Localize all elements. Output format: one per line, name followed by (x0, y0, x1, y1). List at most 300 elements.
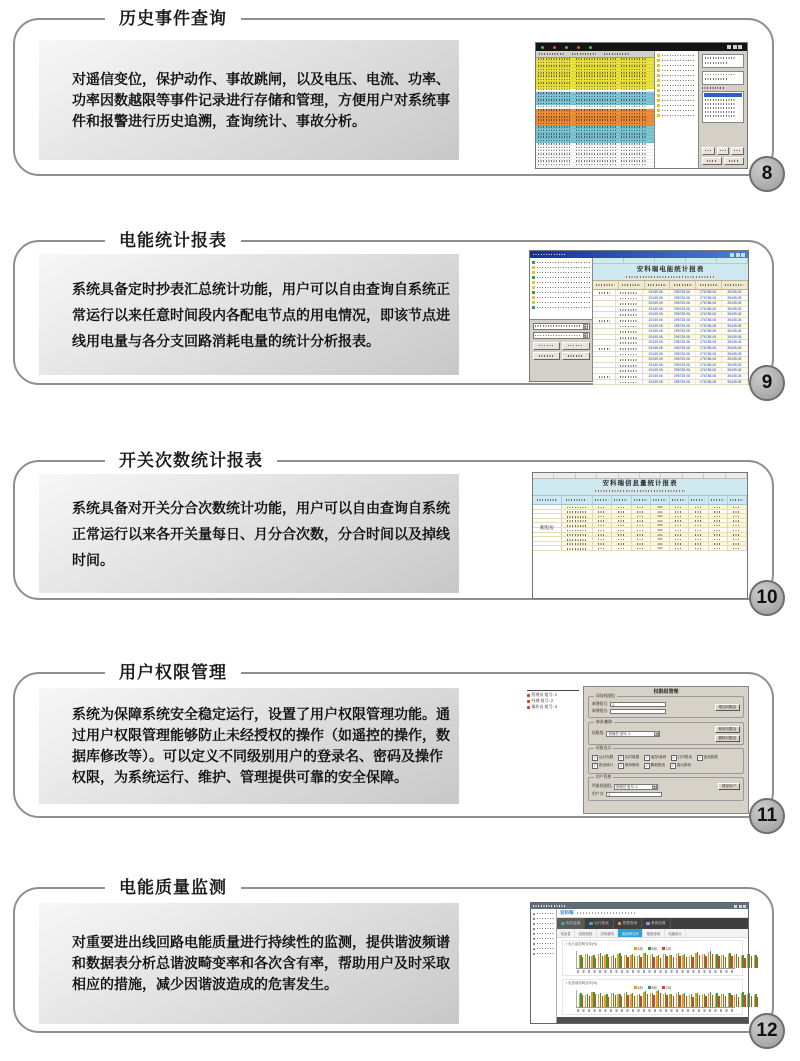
node-tree (530, 258, 592, 320)
data-cell (670, 510, 689, 514)
bar (595, 958, 596, 968)
checkbox-label: 实时数据 (624, 755, 640, 759)
bar-group (604, 951, 609, 968)
data-cell (632, 533, 651, 537)
x-axis-labels (577, 970, 735, 973)
bar-group (695, 951, 700, 968)
report-sidebar (530, 258, 593, 381)
menu-items (577, 912, 637, 914)
header-cell (619, 281, 645, 289)
bar-group (715, 951, 720, 968)
bar (751, 956, 752, 968)
bar (602, 996, 603, 1007)
bar (757, 957, 758, 968)
header-cell (670, 281, 696, 289)
bar (744, 958, 745, 968)
value-cell: 35435.08 (722, 307, 748, 312)
bar-group (689, 990, 694, 1007)
bar (653, 995, 654, 1007)
data-cell: 400 (651, 542, 670, 546)
event-row (536, 163, 654, 166)
legend-swatch (648, 986, 651, 989)
folder-icon (657, 94, 660, 97)
node-icon (532, 291, 535, 294)
query-button (562, 342, 589, 350)
value-cell: 35435.08 (722, 324, 748, 329)
nav-tab-label: 报警查询 (622, 921, 638, 925)
data-cell (709, 537, 728, 541)
main-nav (557, 918, 748, 929)
bar (621, 996, 622, 1007)
report-header (533, 495, 747, 505)
nav-tab-icon (589, 922, 593, 926)
sub-nav (557, 929, 748, 938)
node-icon (533, 933, 535, 935)
bar-group (598, 990, 603, 1007)
nav-tab-label: 实时监测 (566, 921, 581, 925)
bar-group (650, 951, 655, 968)
bar-group (585, 990, 590, 1007)
bar-group (708, 990, 713, 1007)
bar (589, 956, 590, 968)
report-title-band (533, 479, 747, 495)
bar-group (741, 990, 746, 1007)
bar-group (637, 990, 642, 1007)
value-cell: 298735.08 (669, 301, 695, 306)
data-cell (593, 523, 612, 527)
checkbox-item (618, 763, 639, 769)
name-cell (616, 352, 643, 357)
nav-tab-icon (646, 922, 650, 926)
data-cell (670, 514, 689, 518)
report-title: 安科瑞电能统计报表 (636, 266, 705, 273)
data-cell (632, 519, 651, 523)
folder-icon (657, 104, 660, 107)
bar-plot (576, 990, 735, 1008)
bar-group (682, 990, 687, 1007)
bar (673, 957, 674, 968)
harmonic-chart (562, 979, 743, 1015)
button-row (702, 157, 744, 165)
bar (744, 995, 745, 1007)
item-number-badge: 8 (749, 156, 785, 192)
bar-group (734, 990, 739, 1007)
data-cell (612, 528, 631, 532)
bar-group (630, 951, 635, 968)
bar (731, 995, 732, 1007)
bar-group (728, 951, 733, 968)
node-icon (532, 261, 535, 264)
bar-group (669, 951, 674, 968)
section-title: 用户权限管理 (105, 662, 241, 684)
section-title: 开关次数统计报表 (105, 450, 277, 472)
input-user-name: 1 (606, 792, 662, 797)
group-label: 修改/删除 (596, 719, 613, 724)
nav-tab (642, 918, 670, 929)
header-cell (632, 496, 651, 504)
data-cell (670, 537, 689, 541)
value-cell: 276788.08 (696, 307, 722, 312)
nav-tab (585, 918, 613, 929)
value-cell: 20435.08 (643, 340, 669, 345)
data-cell: 400 (651, 510, 670, 514)
bar (666, 956, 667, 968)
value-cell: 35435.08 (722, 352, 748, 357)
header-cell (670, 496, 689, 504)
data-cell (632, 523, 651, 527)
brand-logo: 安科瑞 (560, 910, 574, 915)
data-cell: 400 (651, 533, 670, 537)
data-cell (612, 542, 631, 546)
description-panel (39, 474, 459, 593)
data-cell (612, 537, 631, 541)
node-icon (532, 286, 535, 289)
description-panel (39, 688, 459, 804)
checkbox-item (618, 755, 639, 761)
name-cell (616, 329, 643, 334)
data-cell (728, 514, 747, 518)
folder-icon (657, 109, 660, 112)
legend-swatch (662, 947, 665, 950)
item-number-badge: 10 (749, 580, 785, 616)
name-cell (616, 307, 643, 312)
item-number-badge: 12 (749, 1013, 785, 1049)
role-label: 经理 组号: 2 (531, 698, 554, 703)
bar (608, 957, 609, 968)
bar (615, 958, 616, 968)
item-number-badge: 9 (749, 365, 785, 401)
device-cell (562, 542, 593, 546)
bar (686, 996, 687, 1007)
letter-cell (640, 473, 661, 478)
data-cell (612, 546, 631, 550)
status-bar (557, 1017, 748, 1023)
report-row (533, 546, 747, 551)
value-cell: 20435.08 (643, 374, 669, 379)
bar-group (617, 951, 622, 968)
header-cell (728, 496, 747, 504)
menu-bar (557, 909, 748, 918)
date-dropdown (533, 323, 590, 330)
device-cell (562, 533, 593, 537)
folder-icon (657, 74, 660, 77)
folder-icon (657, 69, 660, 72)
location-cell (593, 352, 616, 357)
folder-icon (657, 54, 660, 57)
window-titlebar (536, 43, 747, 51)
bar-group (624, 951, 629, 968)
value-cell: 35435.08 (722, 346, 748, 351)
value-cell: 20435.08 (643, 324, 669, 329)
name-cell (616, 357, 643, 362)
header-cell (645, 281, 671, 289)
value-cell: 276788.08 (696, 290, 722, 295)
bar (640, 957, 641, 968)
value-cell: 276788.08 (696, 324, 722, 329)
chart-title: ▪ 电压谐波畸变率(%) (566, 942, 598, 946)
x-axis-labels (577, 1009, 735, 1012)
bar-group (579, 951, 584, 968)
bar (627, 957, 628, 968)
data-cell (728, 533, 747, 537)
bar (653, 957, 654, 968)
name-cell (616, 340, 643, 345)
bar (725, 957, 726, 968)
value-cell: 20435.08 (643, 363, 669, 368)
bar-group (747, 990, 752, 1007)
field-label: 新增组名: (592, 708, 609, 713)
value-cell: 35435.08 (722, 374, 748, 379)
date-dropdown (533, 332, 590, 339)
bar (589, 996, 590, 1007)
data-cell (689, 514, 708, 518)
data-cell (670, 546, 689, 550)
data-cell (593, 514, 612, 518)
node-icon (533, 948, 535, 950)
add-group-button: 增加权限组 (715, 704, 741, 711)
data-cell (632, 528, 651, 532)
value-cell: 20435.08 (643, 312, 669, 317)
data-cell: 400 (651, 514, 670, 518)
nav-tab-label: 系统设置 (651, 921, 666, 925)
data-cell (728, 523, 747, 527)
chart-title: ▪ 电流谐波畸变率(%) (566, 981, 598, 985)
data-cell (670, 505, 689, 509)
value-cell: 20435.08 (643, 335, 669, 340)
nav-tab (614, 918, 642, 929)
query-button (562, 352, 589, 360)
bar-group (689, 951, 694, 968)
field-label: 所属权限组: (592, 784, 613, 788)
value-cell: 20435.08 (643, 290, 669, 295)
value-cell: 35435.08 (722, 296, 748, 301)
section-title: 历史事件查询 (105, 8, 241, 30)
dropdown-arrow: ▾ (584, 334, 586, 338)
bar-plot (576, 951, 735, 969)
location-cell (593, 318, 616, 323)
value-cell: 20435.08 (643, 346, 669, 351)
node-icon (532, 306, 535, 309)
bar-group (604, 990, 609, 1007)
bar (705, 996, 706, 1007)
nav-tab-icon (561, 922, 565, 926)
name-cell (616, 301, 643, 306)
data-cell (709, 528, 728, 532)
location-cell (593, 374, 616, 379)
bar-group (611, 951, 616, 968)
sub-nav-tab: 功率曲线 (597, 929, 619, 937)
checkbox-label: 退出系统 (676, 763, 691, 767)
report-header (593, 280, 748, 290)
bar-group (656, 990, 661, 1007)
data-cell (709, 514, 728, 518)
window-buttons (734, 905, 746, 908)
data-cell: 400 (651, 528, 670, 532)
feature-section-power-quality (13, 878, 778, 1041)
name-cell (616, 290, 643, 295)
data-cell (689, 537, 708, 541)
query-controls (530, 320, 592, 381)
bar-group (728, 990, 733, 1007)
report-area (593, 258, 748, 384)
legend-label: A相 (637, 947, 643, 952)
bar-group (682, 951, 687, 968)
description-text: 对重要进出线回路电能质量进行持续性的监测，提供谐波频谱和数据表分析总谐波畸变率和各次含有率，帮助用户及时采取相应的措施，减少因谐波造成的危害发生。 (72, 934, 450, 992)
node-icon (533, 923, 535, 925)
report-row (593, 380, 748, 386)
folder-icon (657, 89, 660, 92)
group-label: 添加权限组 (596, 694, 615, 698)
data-cell (593, 546, 612, 550)
bar (679, 995, 680, 1007)
value-cell: 276788.08 (696, 296, 722, 301)
value-cell: 276788.08 (696, 363, 722, 368)
data-cell: 400 (651, 505, 670, 509)
data-cell (689, 510, 708, 514)
data-cell (670, 533, 689, 537)
screenshot-energy-report (529, 250, 749, 382)
bar (692, 997, 693, 1007)
sub-nav-tab: 谐波畸变率 (618, 929, 643, 937)
chart-content (557, 938, 748, 1017)
bar (621, 956, 622, 968)
name-cell (616, 363, 643, 368)
bar (602, 956, 603, 968)
device-cell (562, 528, 593, 532)
bar (660, 958, 661, 968)
device-cell (562, 546, 593, 550)
role-label: 操作员 组号: 3 (531, 704, 558, 709)
delete-group-button: 删除权限组 (715, 735, 741, 742)
name-cell (616, 324, 643, 329)
value-cell: 35435.08 (722, 363, 748, 368)
device-cell (562, 519, 593, 523)
value-cell: 276788.08 (696, 368, 722, 373)
data-cell (709, 523, 728, 527)
bar-group (650, 990, 655, 1007)
panel-button (702, 157, 722, 165)
belong-dropdown (614, 784, 658, 790)
checkbox-checked: ✓ (671, 754, 676, 760)
value-cell: 276788.08 (696, 346, 722, 351)
checkbox-label: 遥控/遥调 (650, 755, 667, 759)
checkbox-row (592, 763, 740, 769)
main-area (557, 909, 748, 1023)
bar-group (663, 951, 668, 968)
bar-group (695, 990, 700, 1007)
value-cell: 298735.08 (669, 318, 695, 323)
name-cell (616, 380, 643, 385)
bar (608, 997, 609, 1007)
add-user-button: 增加用户 (718, 783, 740, 790)
bar-group (643, 990, 648, 1007)
data-cell (612, 505, 631, 509)
data-cell (632, 537, 651, 541)
panel-button (724, 157, 744, 165)
description-panel (39, 903, 459, 1024)
date-filter-box (702, 71, 744, 85)
legend-swatch (662, 986, 665, 989)
query-panel (699, 51, 747, 168)
location-cell (593, 346, 616, 351)
item-number-badge: 11 (749, 798, 785, 834)
folder-icon (657, 114, 660, 117)
location-cell (593, 312, 616, 317)
node-icon (532, 276, 535, 279)
value-cell: 35435.08 (722, 340, 748, 345)
legend-swatch (648, 947, 651, 950)
data-cell (709, 546, 728, 550)
input-new-group-no: 1 (610, 702, 666, 707)
value-cell: 298735.08 (669, 324, 695, 329)
header-cell (651, 496, 670, 504)
status-dot (541, 46, 544, 49)
data-cell (612, 510, 631, 514)
selected-item (704, 93, 742, 97)
checkbox-item (592, 755, 613, 761)
device-tree (531, 909, 557, 1023)
screenshot-switch-report (532, 472, 748, 599)
data-cell: 400 (651, 523, 670, 527)
checkbox-label: 图形修改 (624, 763, 640, 767)
value-cell: 298735.08 (669, 312, 695, 317)
location-cell (593, 335, 616, 340)
event-table-header (536, 51, 654, 58)
checkbox-label: 运行权限 (599, 755, 614, 759)
header-cell (709, 496, 728, 504)
bar (738, 957, 739, 968)
bar-group (669, 990, 674, 1007)
data-cell (612, 514, 631, 518)
value-cell: 298735.08 (669, 340, 695, 345)
location-cell (593, 307, 616, 312)
checkbox-checked: ✓ (670, 762, 675, 768)
value-cell: 298735.08 (669, 380, 695, 385)
field-label: 新增组号: (592, 702, 609, 706)
description-text: 系统具备对开关分合次数统计功能，用户可以自由查询自系统正常运行以来各开关量每日、月分合次数，分合时间以及掉线时间。 (72, 499, 450, 568)
checkbox-item (644, 763, 665, 769)
data-cell (593, 510, 612, 514)
data-cell (670, 528, 689, 532)
value-cell: 35435.08 (722, 318, 748, 323)
description-text: 系统具备定时抄表汇总统计功能，用户可以自由查询自系统正常运行以来任意时间段内各配电节点的用电情况，即该节点进线用电量与各分支回路消耗电量的统计分析报表。 (72, 280, 450, 349)
bar (679, 956, 680, 968)
nav-tab (557, 918, 585, 929)
dropdown-arrow: ▾ (656, 732, 658, 737)
value-cell: 298735.08 (669, 357, 695, 362)
node-icon (532, 296, 535, 299)
bar-group (754, 951, 759, 968)
location-cell (593, 357, 616, 362)
location-cell (593, 296, 616, 301)
folder-icon (657, 59, 660, 62)
data-cell (728, 542, 747, 546)
location-cell (593, 363, 616, 368)
node-icon (532, 301, 535, 304)
window-titlebar (530, 251, 748, 258)
bar-group (591, 951, 596, 968)
data-cell (632, 542, 651, 546)
group-label: 用户管理 (596, 775, 612, 779)
bar-group (708, 951, 713, 968)
location-cell (593, 340, 616, 345)
status-dot (565, 46, 568, 49)
data-cell (670, 519, 689, 523)
button-row (702, 147, 744, 155)
bar (718, 996, 719, 1007)
group-points (588, 748, 744, 774)
date-filter-box (702, 54, 744, 68)
